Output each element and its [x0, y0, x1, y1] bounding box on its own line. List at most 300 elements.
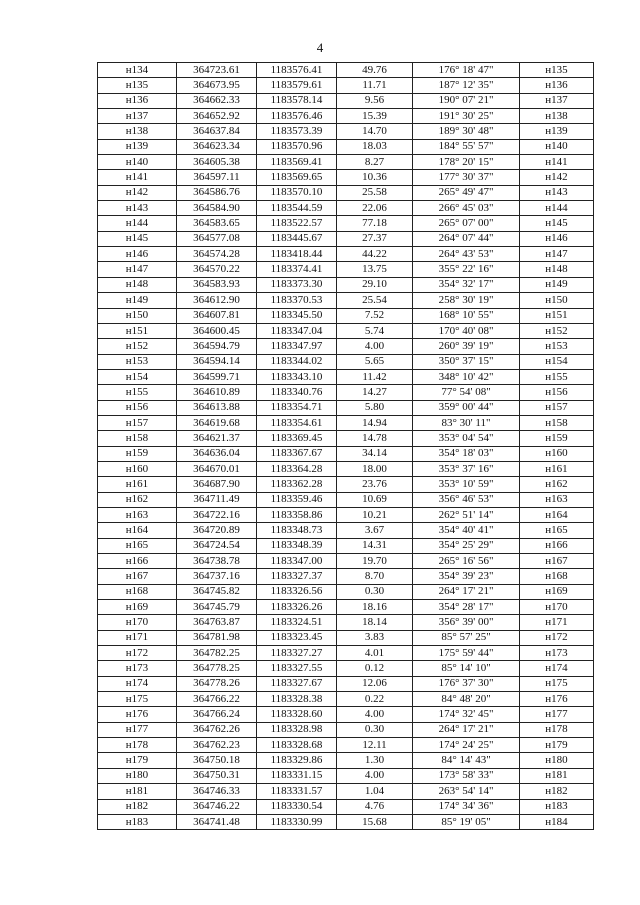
point-to-cell: н153	[520, 339, 594, 354]
table-row	[98, 646, 594, 661]
distance-cell: 0.22	[337, 692, 413, 707]
table-row	[98, 247, 594, 262]
point-to-cell: н152	[520, 323, 594, 338]
y-coordinate-cell: 1183367.67	[257, 446, 337, 461]
bearing-cell: 354° 40' 41"	[413, 523, 520, 538]
bearing-cell: 83° 30' 11"	[413, 415, 520, 430]
bearing-cell: 176° 18' 47"	[413, 63, 520, 78]
bearing-cell: 265° 16' 56"	[413, 554, 520, 569]
point-from-cell: н143	[98, 201, 177, 216]
x-coordinate-cell: 364583.65	[177, 216, 257, 231]
x-coordinate-cell: 364607.81	[177, 308, 257, 323]
y-coordinate-cell: 1183340.76	[257, 385, 337, 400]
x-coordinate-cell: 364637.84	[177, 124, 257, 139]
y-coordinate-cell: 1183327.27	[257, 646, 337, 661]
bearing-cell: 359° 00' 44"	[413, 400, 520, 415]
table-row	[98, 814, 594, 829]
bearing-cell: 178° 20' 15"	[413, 155, 520, 170]
distance-cell: 10.36	[337, 170, 413, 185]
point-to-cell: н179	[520, 738, 594, 753]
point-from-cell: н182	[98, 799, 177, 814]
point-from-cell: н178	[98, 738, 177, 753]
y-coordinate-cell: 1183544.59	[257, 201, 337, 216]
distance-cell: 18.14	[337, 615, 413, 630]
x-coordinate-cell: 364577.08	[177, 231, 257, 246]
bearing-cell: 264° 17' 21"	[413, 584, 520, 599]
distance-cell: 5.80	[337, 400, 413, 415]
table-row	[98, 461, 594, 476]
point-from-cell: н161	[98, 477, 177, 492]
distance-cell: 0.30	[337, 722, 413, 737]
point-from-cell: н136	[98, 93, 177, 108]
x-coordinate-cell: 364720.89	[177, 523, 257, 538]
bearing-cell: 265° 49' 47"	[413, 185, 520, 200]
point-from-cell: н152	[98, 339, 177, 354]
point-from-cell: н171	[98, 630, 177, 645]
point-from-cell: н181	[98, 784, 177, 799]
bearing-cell: 174° 34' 36"	[413, 799, 520, 814]
point-from-cell: н167	[98, 569, 177, 584]
distance-cell: 19.70	[337, 554, 413, 569]
y-coordinate-cell: 1183323.45	[257, 630, 337, 645]
point-to-cell: н173	[520, 646, 594, 661]
point-to-cell: н155	[520, 369, 594, 384]
y-coordinate-cell: 1183522.57	[257, 216, 337, 231]
table-row	[98, 477, 594, 492]
bearing-cell: 262° 51' 14"	[413, 507, 520, 522]
x-coordinate-cell: 364723.61	[177, 63, 257, 78]
bearing-cell: 173° 58' 33"	[413, 768, 520, 783]
table-row	[98, 354, 594, 369]
point-from-cell: н163	[98, 507, 177, 522]
table-row	[98, 415, 594, 430]
bearing-cell: 177° 30' 37"	[413, 170, 520, 185]
point-to-cell: н162	[520, 477, 594, 492]
distance-cell: 25.54	[337, 293, 413, 308]
table-row	[98, 201, 594, 216]
bearing-cell: 170° 40' 08"	[413, 323, 520, 338]
point-to-cell: н175	[520, 676, 594, 691]
y-coordinate-cell: 1183373.30	[257, 277, 337, 292]
distance-cell: 14.78	[337, 431, 413, 446]
y-coordinate-cell: 1183327.55	[257, 661, 337, 676]
distance-cell: 9.56	[337, 93, 413, 108]
x-coordinate-cell: 364594.14	[177, 354, 257, 369]
bearing-cell: 191° 30' 25"	[413, 109, 520, 124]
table-row	[98, 323, 594, 338]
point-to-cell: н184	[520, 814, 594, 829]
y-coordinate-cell: 1183327.37	[257, 569, 337, 584]
distance-cell: 14.70	[337, 124, 413, 139]
x-coordinate-cell: 364605.38	[177, 155, 257, 170]
point-from-cell: н160	[98, 461, 177, 476]
table-row	[98, 139, 594, 154]
x-coordinate-cell: 364746.22	[177, 799, 257, 814]
y-coordinate-cell: 1183418.44	[257, 247, 337, 262]
bearing-cell: 84° 14' 43"	[413, 753, 520, 768]
distance-cell: 4.00	[337, 768, 413, 783]
bearing-cell: 264° 43' 53"	[413, 247, 520, 262]
point-from-cell: н138	[98, 124, 177, 139]
y-coordinate-cell: 1183576.41	[257, 63, 337, 78]
point-to-cell: н138	[520, 109, 594, 124]
point-from-cell: н169	[98, 600, 177, 615]
x-coordinate-cell: 364600.45	[177, 323, 257, 338]
point-to-cell: н145	[520, 216, 594, 231]
x-coordinate-cell: 364737.16	[177, 569, 257, 584]
y-coordinate-cell: 1183348.73	[257, 523, 337, 538]
y-coordinate-cell: 1183359.46	[257, 492, 337, 507]
distance-cell: 1.04	[337, 784, 413, 799]
point-to-cell: н167	[520, 554, 594, 569]
table-row	[98, 753, 594, 768]
table-row	[98, 523, 594, 538]
point-to-cell: н164	[520, 507, 594, 522]
point-from-cell: н157	[98, 415, 177, 430]
point-from-cell: н150	[98, 308, 177, 323]
distance-cell: 5.74	[337, 323, 413, 338]
y-coordinate-cell: 1183569.41	[257, 155, 337, 170]
point-to-cell: н139	[520, 124, 594, 139]
x-coordinate-cell: 364623.34	[177, 139, 257, 154]
distance-cell: 18.03	[337, 139, 413, 154]
y-coordinate-cell: 1183369.45	[257, 431, 337, 446]
point-from-cell: н147	[98, 262, 177, 277]
y-coordinate-cell: 1183330.99	[257, 814, 337, 829]
bearing-cell: 260° 39' 19"	[413, 339, 520, 354]
table-row	[98, 507, 594, 522]
point-from-cell: н156	[98, 400, 177, 415]
y-coordinate-cell: 1183364.28	[257, 461, 337, 476]
distance-cell: 25.58	[337, 185, 413, 200]
x-coordinate-cell: 364599.71	[177, 369, 257, 384]
point-from-cell: н139	[98, 139, 177, 154]
x-coordinate-cell: 364724.54	[177, 538, 257, 553]
point-from-cell: н151	[98, 323, 177, 338]
y-coordinate-cell: 1183570.96	[257, 139, 337, 154]
point-from-cell: н162	[98, 492, 177, 507]
x-coordinate-cell: 364746.33	[177, 784, 257, 799]
table-row	[98, 492, 594, 507]
y-coordinate-cell: 1183327.67	[257, 676, 337, 691]
y-coordinate-cell: 1183328.68	[257, 738, 337, 753]
bearing-cell: 348° 10' 42"	[413, 369, 520, 384]
point-to-cell: н154	[520, 354, 594, 369]
distance-cell: 8.27	[337, 155, 413, 170]
table-row	[98, 339, 594, 354]
point-from-cell: н142	[98, 185, 177, 200]
point-to-cell: н143	[520, 185, 594, 200]
point-from-cell: н164	[98, 523, 177, 538]
y-coordinate-cell: 1183329.86	[257, 753, 337, 768]
point-to-cell: н137	[520, 93, 594, 108]
table-row	[98, 385, 594, 400]
x-coordinate-cell: 364778.25	[177, 661, 257, 676]
y-coordinate-cell: 1183345.50	[257, 308, 337, 323]
distance-cell: 18.00	[337, 461, 413, 476]
x-coordinate-cell: 364687.90	[177, 477, 257, 492]
table-row	[98, 109, 594, 124]
point-from-cell: н144	[98, 216, 177, 231]
table-row	[98, 554, 594, 569]
bearing-cell: 356° 39' 00"	[413, 615, 520, 630]
y-coordinate-cell: 1183324.51	[257, 615, 337, 630]
distance-cell: 14.31	[337, 538, 413, 553]
point-from-cell: н146	[98, 247, 177, 262]
table-row	[98, 692, 594, 707]
table-row	[98, 768, 594, 783]
table-row	[98, 308, 594, 323]
table-row	[98, 293, 594, 308]
table-row	[98, 63, 594, 78]
point-from-cell: н165	[98, 538, 177, 553]
point-to-cell: н174	[520, 661, 594, 676]
x-coordinate-cell: 364766.22	[177, 692, 257, 707]
y-coordinate-cell: 1183569.65	[257, 170, 337, 185]
point-from-cell: н141	[98, 170, 177, 185]
distance-cell: 11.71	[337, 78, 413, 93]
y-coordinate-cell: 1183579.61	[257, 78, 337, 93]
boundary-points-table	[97, 62, 594, 830]
y-coordinate-cell: 1183354.61	[257, 415, 337, 430]
point-to-cell: н140	[520, 139, 594, 154]
point-from-cell: н153	[98, 354, 177, 369]
point-to-cell: н168	[520, 569, 594, 584]
point-to-cell: н180	[520, 753, 594, 768]
x-coordinate-cell: 364583.93	[177, 277, 257, 292]
point-from-cell: н149	[98, 293, 177, 308]
bearing-cell: 354° 25' 29"	[413, 538, 520, 553]
bearing-cell: 85° 14' 10"	[413, 661, 520, 676]
x-coordinate-cell: 364612.90	[177, 293, 257, 308]
y-coordinate-cell: 1183330.54	[257, 799, 337, 814]
bearing-cell: 265° 07' 00"	[413, 216, 520, 231]
point-to-cell: н156	[520, 385, 594, 400]
point-from-cell: н177	[98, 722, 177, 737]
y-coordinate-cell: 1183370.53	[257, 293, 337, 308]
table-row	[98, 799, 594, 814]
point-from-cell: н135	[98, 78, 177, 93]
bearing-cell: 353° 37' 16"	[413, 461, 520, 476]
distance-cell: 4.00	[337, 339, 413, 354]
bearing-cell: 353° 04' 54"	[413, 431, 520, 446]
table-row	[98, 784, 594, 799]
point-from-cell: н158	[98, 431, 177, 446]
x-coordinate-cell: 364619.68	[177, 415, 257, 430]
point-to-cell: н135	[520, 63, 594, 78]
x-coordinate-cell: 364722.16	[177, 507, 257, 522]
y-coordinate-cell: 1183445.67	[257, 231, 337, 246]
bearing-cell: 263° 54' 14"	[413, 784, 520, 799]
distance-cell: 7.52	[337, 308, 413, 323]
x-coordinate-cell: 364610.89	[177, 385, 257, 400]
point-to-cell: н182	[520, 784, 594, 799]
bearing-cell: 190° 07' 21"	[413, 93, 520, 108]
point-from-cell: н137	[98, 109, 177, 124]
distance-cell: 14.94	[337, 415, 413, 430]
bearing-cell: 175° 59' 44"	[413, 646, 520, 661]
bearing-cell: 84° 48' 20"	[413, 692, 520, 707]
x-coordinate-cell: 364778.26	[177, 676, 257, 691]
bearing-cell: 189° 30' 48"	[413, 124, 520, 139]
point-to-cell: н176	[520, 692, 594, 707]
y-coordinate-cell: 1183573.39	[257, 124, 337, 139]
bearing-cell: 174° 24' 25"	[413, 738, 520, 753]
y-coordinate-cell: 1183354.71	[257, 400, 337, 415]
y-coordinate-cell: 1183326.56	[257, 584, 337, 599]
y-coordinate-cell: 1183348.39	[257, 538, 337, 553]
x-coordinate-cell: 364670.01	[177, 461, 257, 476]
bearing-cell: 168° 10' 55"	[413, 308, 520, 323]
point-to-cell: н163	[520, 492, 594, 507]
x-coordinate-cell: 364662.33	[177, 93, 257, 108]
point-to-cell: н170	[520, 600, 594, 615]
point-to-cell: н147	[520, 247, 594, 262]
x-coordinate-cell: 364750.18	[177, 753, 257, 768]
x-coordinate-cell: 364652.92	[177, 109, 257, 124]
table-row	[98, 93, 594, 108]
bearing-cell: 77° 54' 08"	[413, 385, 520, 400]
bearing-cell: 354° 32' 17"	[413, 277, 520, 292]
distance-cell: 0.12	[337, 661, 413, 676]
point-from-cell: н168	[98, 584, 177, 599]
distance-cell: 29.10	[337, 277, 413, 292]
y-coordinate-cell: 1183328.38	[257, 692, 337, 707]
point-from-cell: н148	[98, 277, 177, 292]
distance-cell: 8.70	[337, 569, 413, 584]
bearing-cell: 350° 37' 15"	[413, 354, 520, 369]
point-from-cell: н155	[98, 385, 177, 400]
distance-cell: 22.06	[337, 201, 413, 216]
table-row	[98, 722, 594, 737]
x-coordinate-cell: 364613.88	[177, 400, 257, 415]
table-row	[98, 431, 594, 446]
y-coordinate-cell: 1183344.02	[257, 354, 337, 369]
table-row	[98, 446, 594, 461]
page-number: 4	[316, 40, 324, 55]
y-coordinate-cell: 1183328.60	[257, 707, 337, 722]
y-coordinate-cell: 1183326.26	[257, 600, 337, 615]
point-to-cell: н165	[520, 523, 594, 538]
distance-cell: 12.11	[337, 738, 413, 753]
table-row	[98, 584, 594, 599]
distance-cell: 0.30	[337, 584, 413, 599]
x-coordinate-cell: 364597.11	[177, 170, 257, 185]
point-to-cell: н148	[520, 262, 594, 277]
table-row	[98, 262, 594, 277]
point-to-cell: н160	[520, 446, 594, 461]
point-from-cell: н175	[98, 692, 177, 707]
table-row	[98, 630, 594, 645]
point-to-cell: н150	[520, 293, 594, 308]
y-coordinate-cell: 1183576.46	[257, 109, 337, 124]
point-to-cell: н181	[520, 768, 594, 783]
table-row	[98, 369, 594, 384]
distance-cell: 14.27	[337, 385, 413, 400]
point-from-cell: н154	[98, 369, 177, 384]
point-from-cell: н179	[98, 753, 177, 768]
point-to-cell: н166	[520, 538, 594, 553]
table-row	[98, 185, 594, 200]
distance-cell: 12.06	[337, 676, 413, 691]
bearing-cell: 184° 55' 57"	[413, 139, 520, 154]
y-coordinate-cell: 1183347.00	[257, 554, 337, 569]
bearing-cell: 85° 19' 05"	[413, 814, 520, 829]
y-coordinate-cell: 1183331.15	[257, 768, 337, 783]
bearing-cell: 264° 07' 44"	[413, 231, 520, 246]
x-coordinate-cell: 364766.24	[177, 707, 257, 722]
x-coordinate-cell: 364711.49	[177, 492, 257, 507]
bearing-cell: 353° 10' 59"	[413, 477, 520, 492]
x-coordinate-cell: 364673.95	[177, 78, 257, 93]
point-from-cell: н174	[98, 676, 177, 691]
distance-cell: 77.18	[337, 216, 413, 231]
x-coordinate-cell: 364636.04	[177, 446, 257, 461]
point-from-cell: н159	[98, 446, 177, 461]
table-row	[98, 277, 594, 292]
x-coordinate-cell: 364586.76	[177, 185, 257, 200]
table-row	[98, 124, 594, 139]
distance-cell: 23.76	[337, 477, 413, 492]
point-from-cell: н180	[98, 768, 177, 783]
x-coordinate-cell: 364745.79	[177, 600, 257, 615]
point-to-cell: н141	[520, 155, 594, 170]
x-coordinate-cell: 364594.79	[177, 339, 257, 354]
point-to-cell: н149	[520, 277, 594, 292]
distance-cell: 15.68	[337, 814, 413, 829]
table-row	[98, 216, 594, 231]
table-body	[98, 63, 594, 830]
y-coordinate-cell: 1183331.57	[257, 784, 337, 799]
point-to-cell: н171	[520, 615, 594, 630]
distance-cell: 11.42	[337, 369, 413, 384]
y-coordinate-cell: 1183347.04	[257, 323, 337, 338]
y-coordinate-cell: 1183374.41	[257, 262, 337, 277]
bearing-cell: 258° 30' 19"	[413, 293, 520, 308]
point-to-cell: н151	[520, 308, 594, 323]
point-from-cell: н134	[98, 63, 177, 78]
point-from-cell: н145	[98, 231, 177, 246]
y-coordinate-cell: 1183362.28	[257, 477, 337, 492]
table-row	[98, 170, 594, 185]
x-coordinate-cell: 364750.31	[177, 768, 257, 783]
point-from-cell: н176	[98, 707, 177, 722]
x-coordinate-cell: 364781.98	[177, 630, 257, 645]
distance-cell: 18.16	[337, 600, 413, 615]
distance-cell: 3.67	[337, 523, 413, 538]
bearing-cell: 85° 57' 25"	[413, 630, 520, 645]
y-coordinate-cell: 1183343.10	[257, 369, 337, 384]
table-row	[98, 738, 594, 753]
distance-cell: 4.01	[337, 646, 413, 661]
table-row	[98, 569, 594, 584]
point-from-cell: н172	[98, 646, 177, 661]
distance-cell: 4.76	[337, 799, 413, 814]
point-from-cell: н140	[98, 155, 177, 170]
y-coordinate-cell: 1183347.97	[257, 339, 337, 354]
point-from-cell: н173	[98, 661, 177, 676]
distance-cell: 27.37	[337, 231, 413, 246]
distance-cell: 5.65	[337, 354, 413, 369]
table-row	[98, 600, 594, 615]
x-coordinate-cell: 364574.28	[177, 247, 257, 262]
table-row	[98, 661, 594, 676]
bearing-cell: 174° 32' 45"	[413, 707, 520, 722]
y-coordinate-cell: 1183358.86	[257, 507, 337, 522]
x-coordinate-cell: 364745.82	[177, 584, 257, 599]
distance-cell: 15.39	[337, 109, 413, 124]
table-row	[98, 676, 594, 691]
